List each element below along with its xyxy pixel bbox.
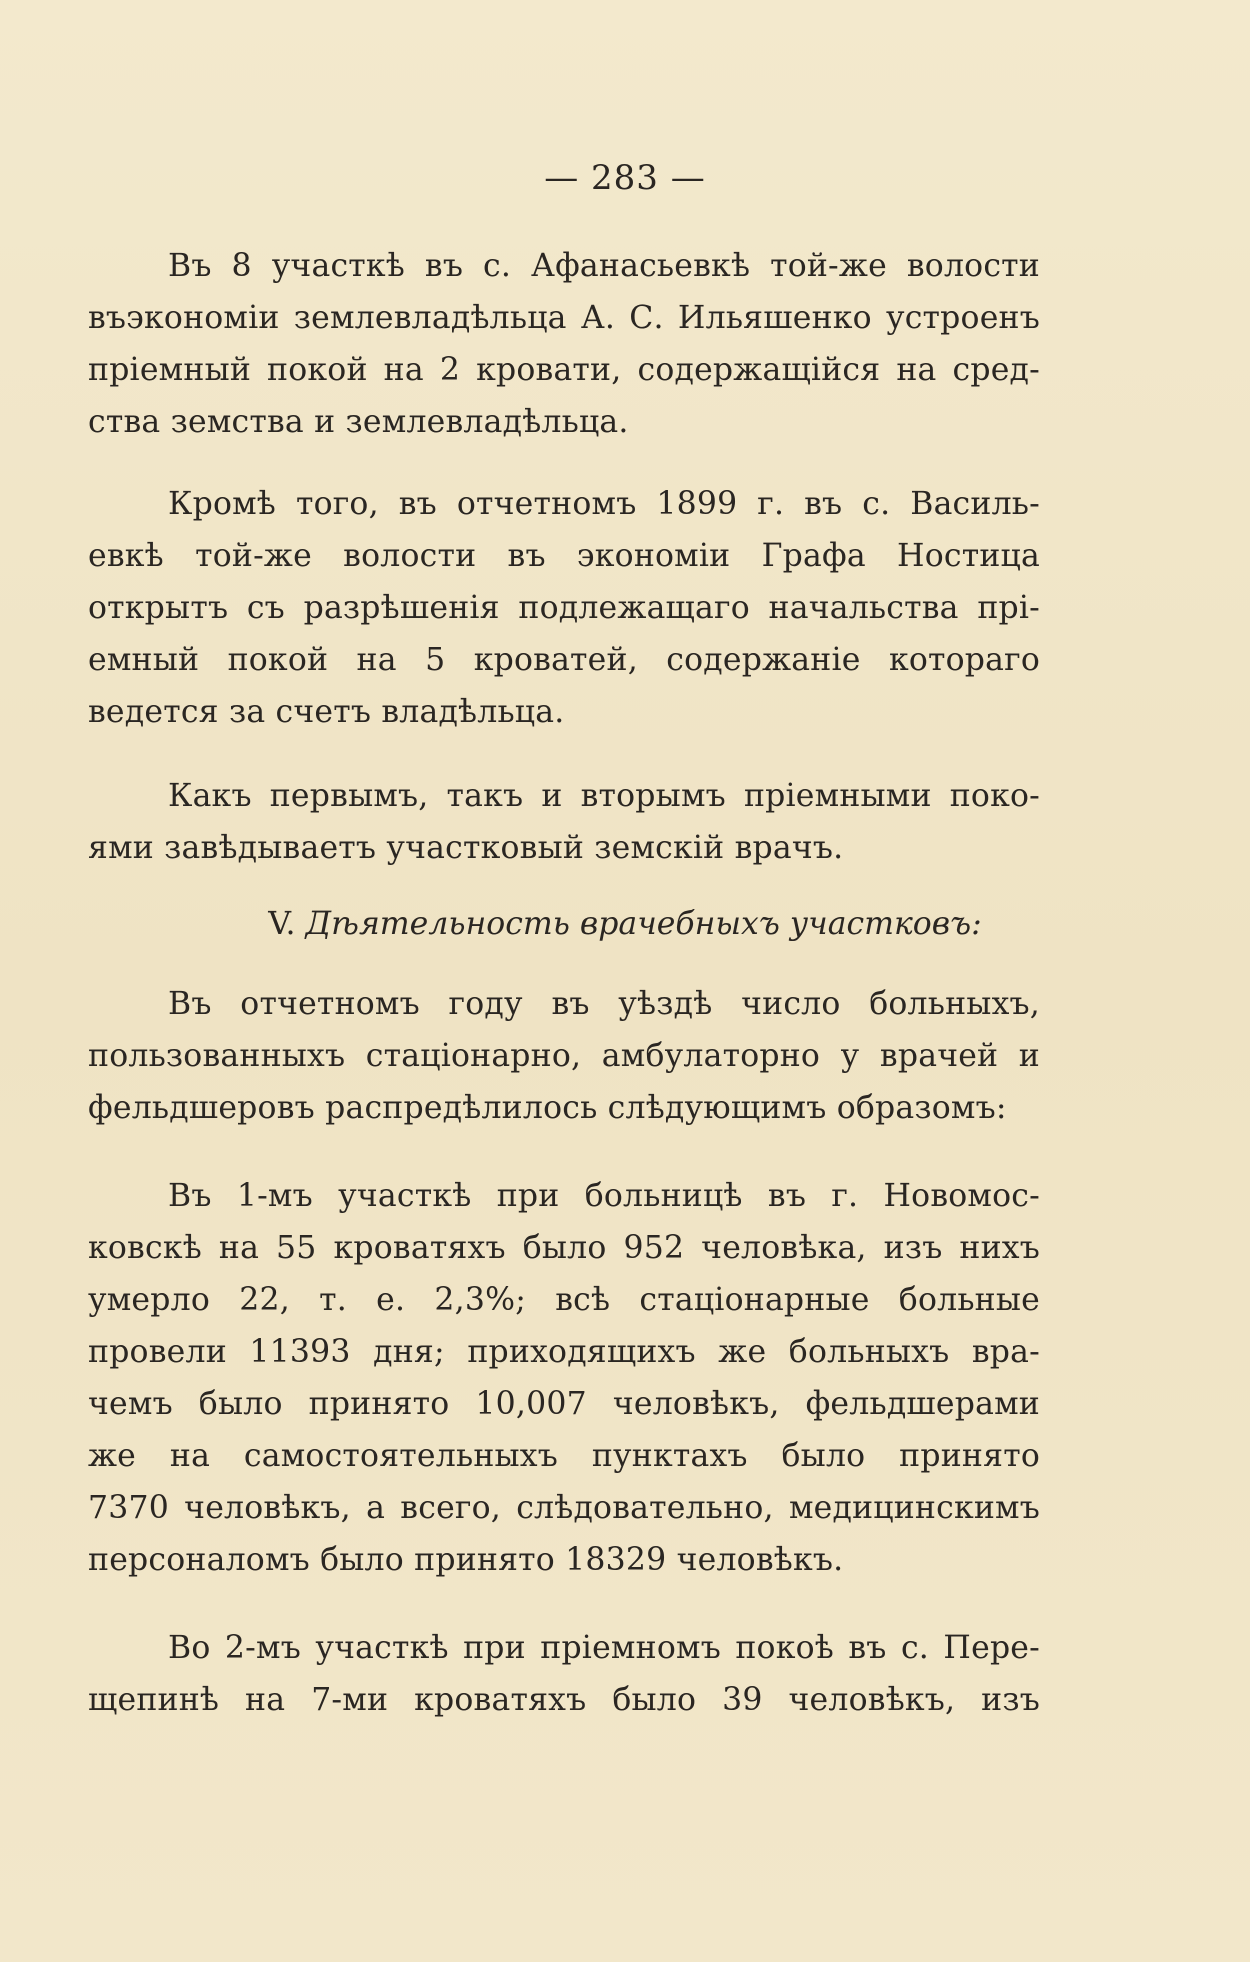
paragraph-4 xyxy=(88,978,1040,1134)
text-line: же на самостоятельныхъ пунктахъ было принято xyxy=(88,1438,1040,1474)
section-title: Дѣятельность врачебныхъ участковъ: xyxy=(305,906,982,942)
text-line: ведется за счетъ владѣльца. xyxy=(88,694,565,730)
text-line: пользованныхъ стаціонарно, амбулаторно у врачей и xyxy=(88,1038,1040,1074)
paragraph-6 xyxy=(88,1622,1040,1726)
text-line: чемъ было принято 10,007 человѣкъ, фельдшерами xyxy=(88,1386,1040,1422)
text-line: пріемный покой на 2 кровати, содержащійся на сред- xyxy=(88,352,1040,388)
text-line: ства земства и землевладѣльца. xyxy=(88,404,629,440)
text-line: Въ 1-мъ участкѣ при больницѣ въ г. Новомос- xyxy=(168,1178,1040,1214)
text-line: Во 2-мъ участкѣ при пріемномъ покоѣ въ с. Пере- xyxy=(168,1630,1040,1666)
text-line: ями завѣдываетъ участковый земскій врачъ. xyxy=(88,830,844,866)
text-line: Какъ первымъ, такъ и вторымъ пріемными поко- xyxy=(168,778,1040,814)
text-line: Въ отчетномъ году въ уѣздѣ число больныхъ, xyxy=(168,986,1040,1022)
text-line: 7370 человѣкъ, а всего, слѣдовательно, медицинскимъ xyxy=(88,1490,1040,1526)
paragraph-5 xyxy=(88,1170,1040,1586)
text-line: Кромѣ того, въ отчетномъ 1899 г. въ с. Василь- xyxy=(168,486,1040,522)
text-line: фельдшеровъ распредѣлилось слѣдующимъ образомъ: xyxy=(88,1090,1007,1126)
text-line: щепинѣ на 7-ми кроватяхъ было 39 человѣкъ, изъ xyxy=(88,1682,1040,1718)
text-line: Въ 8 участкѣ въ с. Афанасьевкѣ той-же волости xyxy=(168,248,1040,284)
paragraph-3 xyxy=(88,770,1040,874)
text-line: персоналомъ было принято 18329 человѣкъ. xyxy=(88,1542,844,1578)
section-numeral: V. xyxy=(268,906,296,942)
text-line: ковскѣ на 55 кроватяхъ было 952 человѣка, изъ нихъ xyxy=(88,1230,1040,1266)
paragraph-2 xyxy=(88,478,1040,738)
text-line: провели 11393 дня; приходящихъ же больныхъ вра- xyxy=(88,1334,1040,1370)
text-line: въэкономіи землевладѣльца А. С. Ильяшенко устроенъ xyxy=(88,300,1040,336)
page-number: — 283 — xyxy=(544,158,706,198)
text-line: открытъ съ разрѣшенія подлежащаго начальства прі- xyxy=(88,590,1040,626)
text-line: умерло 22, т. е. 2,3%; всѣ стаціонарные больные xyxy=(88,1282,1040,1318)
text-line: евкѣ той-же волости въ экономіи Графа Ностица xyxy=(88,538,1040,574)
section-heading xyxy=(0,898,1250,950)
paragraph-1 xyxy=(88,240,1040,448)
text-line: емный покой на 5 кроватей, содержаніе котораго xyxy=(88,642,1040,678)
